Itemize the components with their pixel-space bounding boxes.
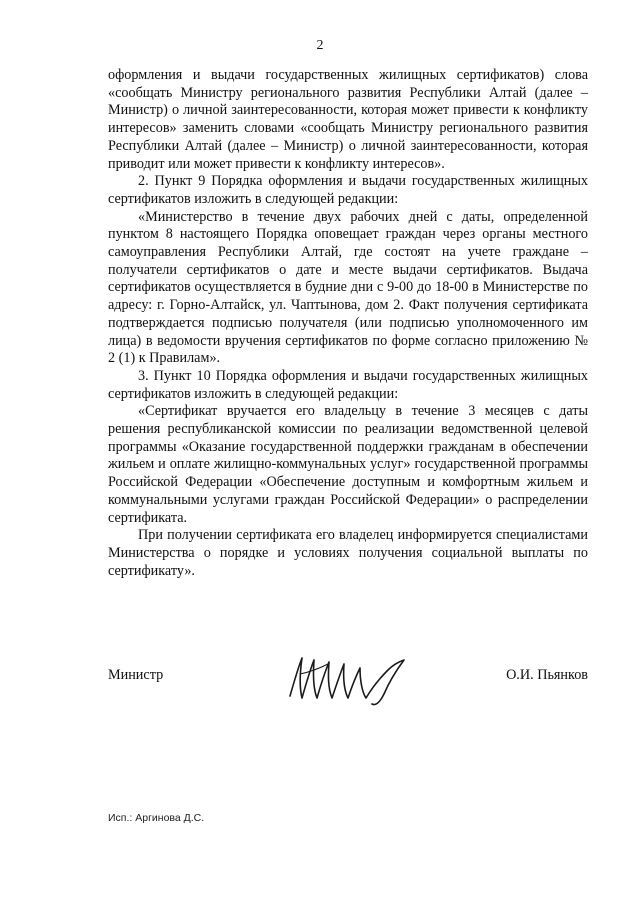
signer-title: Министр [108, 667, 164, 683]
paragraph: «Министерство в течение двух рабочих дней с даты, определенной пунктом 8 настоящего Порядка оповещает граждан через органы местного самоуправления Республики Алтай, где состоят на учете граждане – получатели сертификатов о дате и месте выдачи сертификатов. Выдача сертификатов осуществляется в будние дни с 9-00 до 18-00 в Министерстве по адресу: г. Горно-Алтайск, ул. Чаптынова, дом 2. Факт получения сертификата подтверждается подписью получателя (или подписью уполномоченного им лица) в ведомости вручения сертификатов по форме согласно приложению № 2 (1) к Правилам». [108, 208, 588, 367]
document-body [108, 67, 588, 580]
page-number: 2 [316, 38, 324, 53]
paragraph: 2. Пункт 9 Порядка оформления и выдачи государственных жилищных сертификатов изложить в следующей редакции: [108, 173, 588, 207]
paragraph: оформления и выдачи государственных жилищных сертификатов) слова «сообщать Министру регионального развития Республики Алтай (далее – Министр) о личной заинтересованности, которая может привести к конфликту интересов» заменить словами «сообщать Министру регионального развития Республики Алтай (далее – Министр) о личной заинтересованности, которая приводит или может привести к конфликту интересов». [108, 67, 588, 172]
paragraph: «Сертификат вручается его владельцу в течение 3 месяцев с даты решения республиканской комиссии по реализации ведомственной целевой программы «Оказание государственной поддержки гражданам в обеспечении жильем и оплате жилищно-коммунальных услуг» государственной программы Российской Федерации «Обеспечение доступным и комфортным жильем и коммунальными услугами граждан Российской Федерации» о распределении сертификата. [108, 403, 588, 526]
executor-note: Исп.: Аргинова Д.С. [108, 812, 205, 824]
handwritten-signature [280, 648, 430, 708]
paragraph: 3. Пункт 10 Порядка оформления и выдачи государственных жилищных сертификатов изложить в следующей редакции: [108, 367, 588, 402]
signer-name: О.И. Пьянков [506, 667, 588, 683]
paragraph: При получении сертификата его владелец информируется специалистами Министерства о порядке и условиях получения социальной выплаты по сертификату». [108, 527, 588, 579]
